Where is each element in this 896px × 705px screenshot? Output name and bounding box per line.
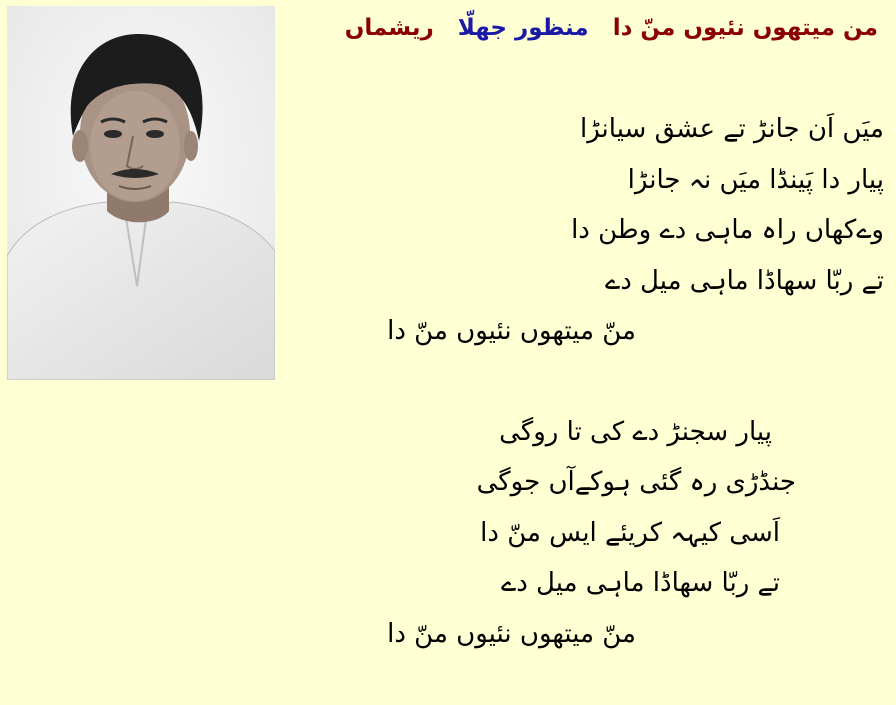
refrain-line: منّ میتھوں نئیوں منّ دا xyxy=(387,618,636,649)
stanza-2 xyxy=(284,407,884,660)
lyric-line: وےکھاں راہ ماہی دے وطن دا xyxy=(571,215,884,245)
lyric-line: پیار دا پَینڈا میَں نہ جانڑا xyxy=(627,164,884,195)
portrait-photo xyxy=(7,6,275,380)
lyric-line: میَں اَن جانڑ تے عشق سیانڑا xyxy=(579,114,884,144)
song-title: من میتھوں نئیوں منّ دا xyxy=(612,15,878,41)
refrain-line: منّ میتھوں نئیوں منّ دا xyxy=(387,316,636,346)
lyric-line: اَسی کیہہ کریئے ایس منّ دا xyxy=(480,517,780,548)
lyric-line: تے ربّا سھاڈا ماہی میل دے xyxy=(500,568,780,598)
singer-name-2: ریشماں xyxy=(344,15,434,41)
lyric-line: پیار سجنڑ دے کی تا روگی xyxy=(499,416,772,447)
singer-name-1: منظور جھلّا xyxy=(457,15,589,41)
stanza-1 xyxy=(284,104,884,357)
song-header xyxy=(345,10,878,46)
lyrics xyxy=(284,104,884,659)
lyric-line: جنڈڑی رہ گئی ہوکےآں جوگی xyxy=(476,467,796,497)
lyric-line: تے ربّا سھاڈا ماہی میل دے xyxy=(604,265,884,296)
